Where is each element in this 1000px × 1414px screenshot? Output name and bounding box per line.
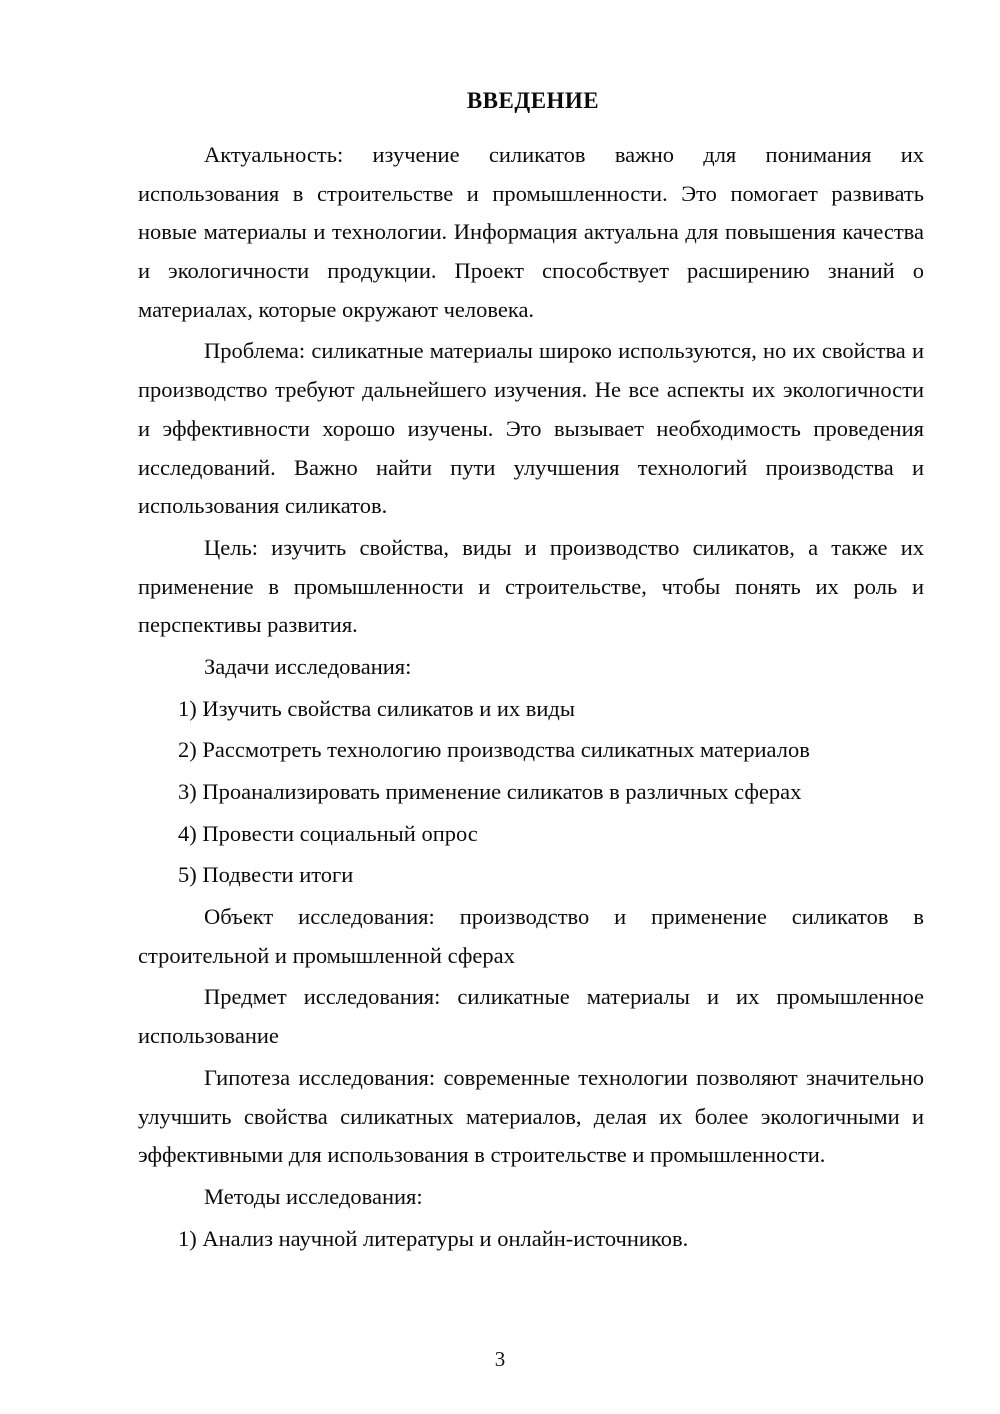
- page-title: ВВЕДЕНИЕ: [466, 88, 600, 113]
- paragraph-hypothesis: Гипотеза исследования: современные технологии позволяют значительно улучшить свойства силикатных материалов, делая их более экологичными и эффективными для использования в строительстве и промышленности.: [138, 1064, 924, 1168]
- list-item: 3) Проанализировать применение силикатов в различных сферах: [178, 779, 802, 804]
- list-item: 2) Рассмотреть технологию производства силикатных материалов: [178, 737, 810, 763]
- list-item: 4) Провести социальный опрос: [178, 820, 478, 846]
- list-item: 1) Изучить свойства силикатов и их виды: [178, 695, 576, 721]
- paragraph-subject: Предмет исследования: силикатные материалы и их промышленное использование: [138, 984, 924, 1049]
- methods-heading: Методы исследования:: [204, 1183, 423, 1209]
- paragraph-object: Объект исследования: производство и применение силикатов в строительной и промышленной сферах: [138, 904, 924, 968]
- page-number: 3: [494, 1347, 506, 1371]
- paragraph-problem: Проблема: силикатные материалы широко используются, но их свойства и производство требуют дальнейшего изучения. Не все аспекты их экологичности и эффективности хорошо изучены. Это вызывает необходимость проведения исследований. Важно найти пути улучшения технологий производства и использования силикатов.: [138, 338, 924, 519]
- tasks-heading: Задачи исследования:: [204, 653, 412, 679]
- list-item: 5) Подвести итоги: [178, 862, 354, 888]
- list-item: 1) Анализ научной литературы и онлайн-источников.: [178, 1225, 689, 1251]
- paragraph-goal: Цель: изучить свойства, виды и производство силикатов, а также их применение в промышленности и строительстве, чтобы понять их роль и перспективы развития.: [138, 534, 924, 638]
- paragraph-relevance: Актуальность: изучение силикатов важно для понимания их использования в строительстве и промышленности. Это помогает развивать новые материалы и технологии. Информация актуальна для повышения качества и экологичности продукции. Проект способствует расширению знаний о материалах, которые окружают человека.: [138, 142, 924, 322]
